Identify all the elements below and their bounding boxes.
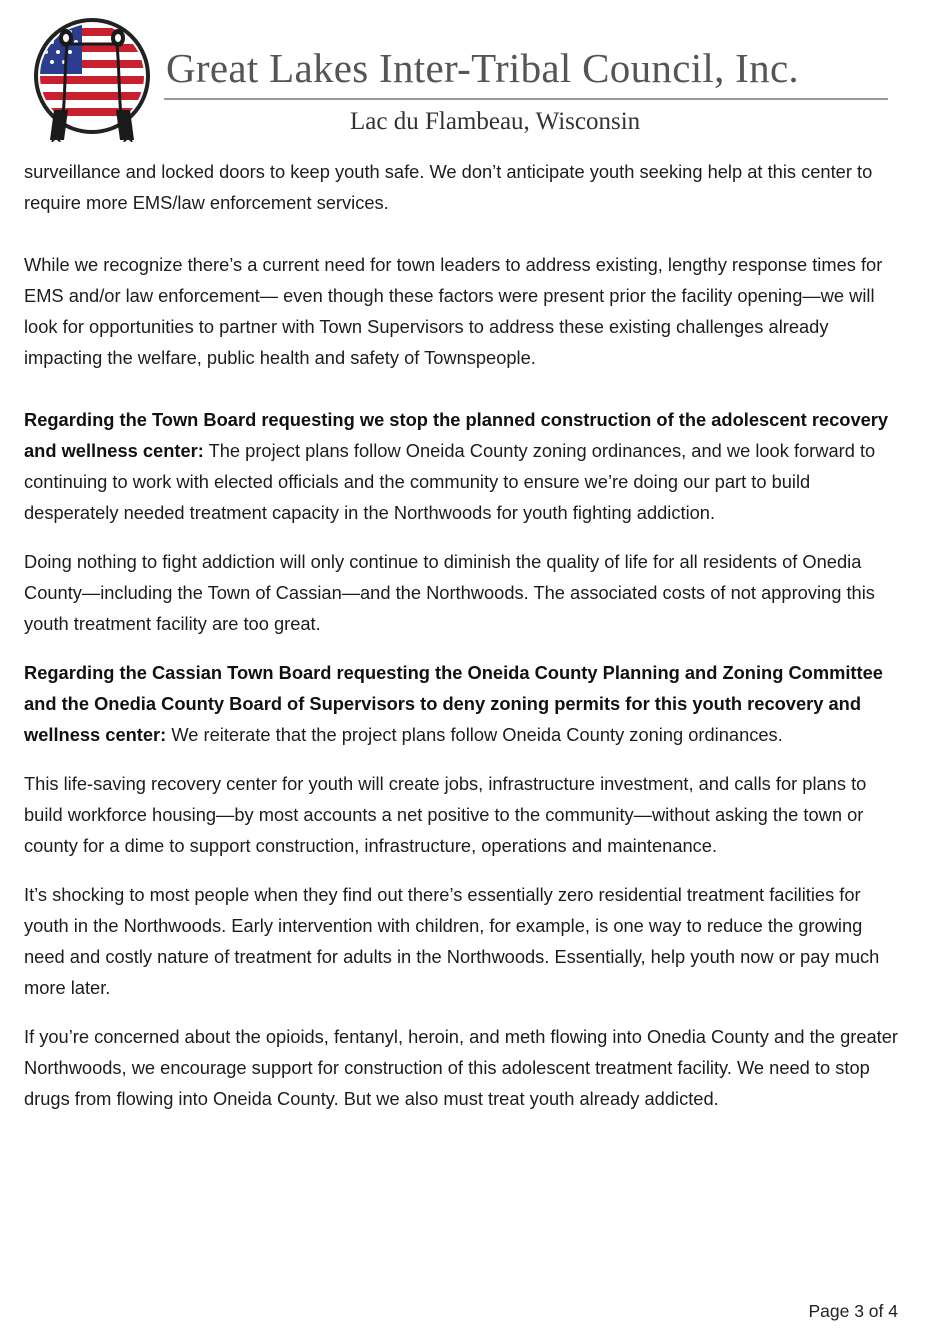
- tribal-council-seal-icon: [28, 14, 156, 142]
- paragraph: [24, 657, 904, 750]
- paragraph-text: It’s shocking to most people when they find out there’s essentially zero residential treatment facilities for youth in the Northwoods. Early intervention with children, for example, is one way to reduce the growing need and costly nature of treatment for adults in the Northwoods. Essentially, help youth now or pay much more later.: [24, 884, 880, 998]
- paragraph: [24, 404, 904, 528]
- page-number: Page 3 of 4: [808, 1301, 898, 1321]
- organization-location: Lac du Flambeau, Wisconsin: [350, 108, 641, 135]
- paragraph: [24, 1021, 904, 1114]
- paragraph-text: surveillance and locked doors to keep youth safe. We don’t anticipate youth seeking help at this center to require more EMS/law enforcement services.: [24, 161, 873, 213]
- paragraph: [24, 768, 904, 861]
- letterhead: [0, 0, 930, 150]
- paragraph: [24, 156, 904, 218]
- organization-name: Great Lakes Inter-Tribal Council, Inc.: [166, 45, 799, 91]
- paragraph: [24, 546, 904, 639]
- paragraph-text: If you’re concerned about the opioids, fentanyl, heroin, and meth flowing into Onedia County and the greater Northwoods, we encourage support for construction of this adolescent treatment facility. We need to stop drugs from flowing into Oneida County. But we also must treat youth already addicted.: [24, 1026, 899, 1109]
- paragraph-text: While we recognize there’s a current need for town leaders to address existing, lengthy response times for EMS and/or law enforcement— even though these factors were present prior the facility opening—we will look for opportunities to partner with Town Supervisors to address these existing challenges already impacting the welfare, public health and safety of Townspeople.: [24, 254, 883, 368]
- paragraph-text: Doing nothing to fight addiction will only continue to diminish the quality of life for all residents of Onedia County—including the Town of Cassian—and the Northwoods. The associated costs of not approving this youth treatment facility are too great.: [24, 551, 875, 634]
- paragraph-heading: Regarding the Town Board requesting we stop the planned construction of the adolescent recovery and wellness center:: [24, 409, 889, 461]
- header-divider: [164, 98, 888, 100]
- paragraph-text: The project plans follow Oneida County zoning ordinances, and we look forward to continuing to work with elected officials and the community to ensure we’re doing our part to build desperately needed treatment capacity in the Northwoods for youth fighting addiction.: [24, 440, 876, 523]
- paragraph-heading: Regarding the Cassian Town Board requesting the Oneida County Planning and Zoning Committee and the Onedia County Board of Supervisors to deny zoning permits for this youth recovery and wellness center:: [24, 662, 883, 745]
- paragraph-text: We reiterate that the project plans follow Oneida County zoning ordinances.: [166, 724, 783, 745]
- letter-body: [24, 156, 904, 1114]
- paragraph: [24, 879, 904, 1003]
- paragraph: [24, 249, 904, 373]
- paragraph-text: This life-saving recovery center for youth will create jobs, infrastructure investment, and calls for plans to build workforce housing—by most accounts a net positive to the community—without asking the town or county for a dime to support construction, infrastructure, operations and maintenance.: [24, 773, 867, 856]
